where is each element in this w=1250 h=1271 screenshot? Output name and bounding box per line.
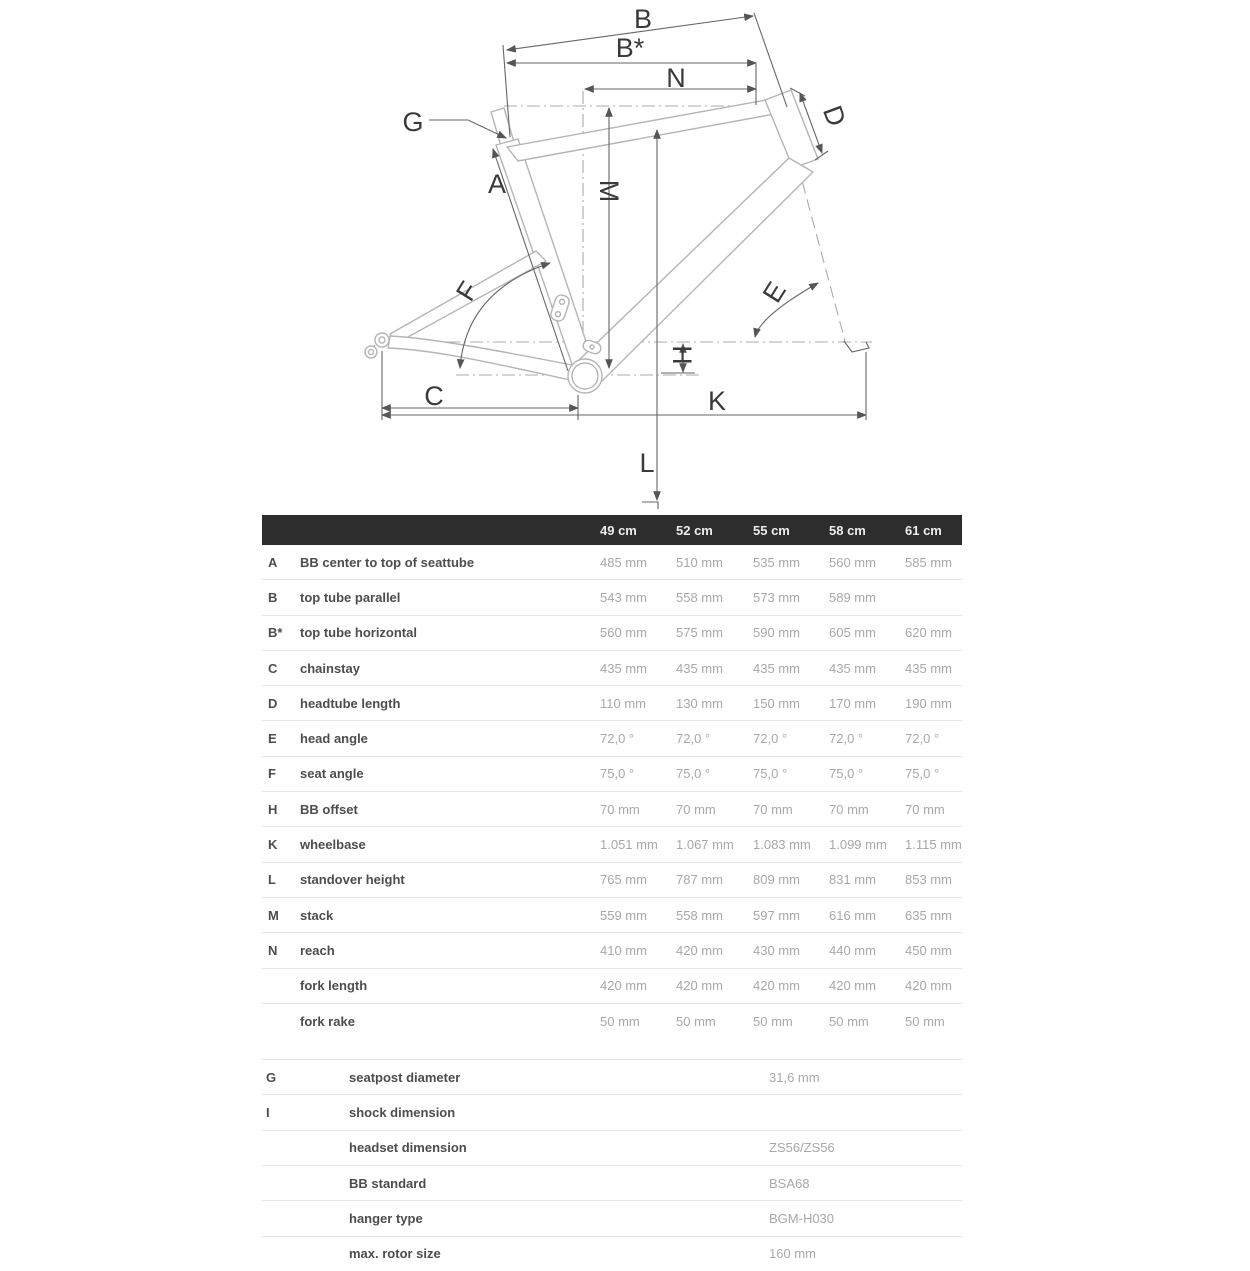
row-value: 1.051 mm: [600, 837, 658, 853]
label-c: C: [424, 381, 444, 411]
row-value: 130 mm: [676, 695, 723, 711]
dimension-lines: [382, 13, 869, 509]
row-value: 72,0 °: [905, 731, 940, 747]
row-value: 72,0 °: [600, 731, 635, 747]
row-letter: N: [268, 942, 278, 958]
geometry-row: [262, 863, 962, 898]
row-value: 110 mm: [600, 695, 646, 711]
label-b: B: [633, 4, 653, 34]
row-value: 410 mm: [600, 942, 647, 958]
row-value: 50 mm: [905, 1013, 945, 1029]
row-value: 70 mm: [600, 801, 640, 817]
row-label: BB offset: [300, 801, 358, 817]
label-g: G: [402, 107, 424, 137]
row-value: 72,0 °: [829, 731, 864, 747]
spec-row: [262, 1059, 962, 1094]
row-value: 430 mm: [753, 942, 800, 958]
geometry-row: [262, 580, 962, 615]
row-value: 72,0 °: [676, 731, 711, 747]
row-value: 558 mm: [676, 589, 723, 605]
size-header-row: [262, 515, 962, 545]
geometry-row: [262, 969, 962, 1004]
label-d: D: [817, 101, 852, 131]
row-value: 150 mm: [753, 695, 800, 711]
label-f: F: [450, 276, 485, 307]
row-value: 75,0 °: [829, 766, 864, 782]
row-value: 560 mm: [600, 625, 647, 641]
dimension-labels: [402, 4, 851, 478]
spec-row: [262, 1094, 962, 1129]
row-value: 809 mm: [753, 872, 800, 888]
size-column-header: 61 cm: [905, 522, 942, 538]
size-column-header: 58 cm: [829, 522, 866, 538]
label-l: L: [639, 448, 655, 478]
size-column-header: 49 cm: [600, 522, 637, 538]
row-value: 72,0 °: [753, 731, 788, 747]
row-value: 575 mm: [676, 625, 723, 641]
geometry-row: [262, 545, 962, 580]
row-label: seat angle: [300, 766, 364, 782]
row-letter: L: [268, 872, 276, 888]
row-label: hanger type: [349, 1210, 423, 1226]
row-value: 765 mm: [600, 872, 647, 888]
frame-geometry-diagram: [0, 0, 1250, 512]
row-label: standover height: [300, 872, 405, 888]
row-value: 50 mm: [676, 1013, 716, 1029]
row-value: 597 mm: [753, 907, 800, 923]
geometry-rows: [262, 545, 962, 1038]
row-value: 160 mm: [769, 1246, 816, 1262]
row-value: ZS56/ZS56: [769, 1140, 835, 1156]
row-letter: G: [266, 1069, 277, 1085]
row-label: max. rotor size: [349, 1246, 441, 1262]
seatpost: [491, 108, 514, 146]
row-label: fork rake: [300, 1013, 355, 1029]
geometry-row: [262, 898, 962, 933]
row-value: 50 mm: [753, 1013, 793, 1029]
row-value: 510 mm: [676, 554, 723, 570]
geometry-row: [262, 1004, 962, 1038]
spec-rows: [262, 1059, 962, 1271]
frame-tubes: [365, 90, 818, 393]
row-value: 573 mm: [753, 589, 800, 605]
size-column-header: 52 cm: [676, 522, 713, 538]
geometry-row: [262, 721, 962, 756]
row-letter: C: [268, 660, 278, 676]
chainstay: [388, 336, 572, 380]
geometry-row: [262, 757, 962, 792]
label-h: H: [667, 345, 697, 365]
row-value: 616 mm: [829, 907, 876, 923]
row-value: 485 mm: [600, 554, 647, 570]
row-letter: F: [268, 766, 276, 782]
row-value: 170 mm: [829, 695, 876, 711]
row-value: 1.115 mm: [905, 837, 962, 853]
row-value: 70 mm: [905, 801, 945, 817]
row-value: 435 mm: [905, 660, 952, 676]
row-value: 435 mm: [753, 660, 800, 676]
row-letter: D: [268, 695, 278, 711]
label-n: N: [666, 63, 686, 93]
row-label: top tube horizontal: [300, 625, 417, 641]
row-label: top tube parallel: [300, 589, 401, 605]
row-value: BGM-H030: [769, 1210, 835, 1226]
spec-row: [262, 1165, 962, 1200]
row-value: 589 mm: [829, 589, 876, 605]
row-value: 190 mm: [905, 695, 952, 711]
row-value: 70 mm: [676, 801, 716, 817]
row-value: 1.083 mm: [753, 837, 811, 853]
row-value: 420 mm: [600, 978, 647, 994]
row-value: BSA68: [769, 1175, 810, 1191]
row-letter: K: [268, 837, 278, 853]
row-value: 853 mm: [905, 872, 952, 888]
row-value: 70 mm: [753, 801, 793, 817]
bike-frame-drawing: [0, 0, 1250, 512]
seat-tube: [496, 139, 593, 370]
row-value: 590 mm: [753, 625, 800, 641]
row-value: 50 mm: [829, 1013, 869, 1029]
row-value: 535 mm: [753, 554, 800, 570]
row-value: 435 mm: [600, 660, 647, 676]
label-m: M: [594, 179, 624, 203]
row-letter: E: [268, 731, 277, 747]
row-label: wheelbase: [300, 837, 366, 853]
geometry-row: [262, 651, 962, 686]
row-value: 31,6 mm: [769, 1069, 820, 1085]
row-label: BB center to top of seattube: [300, 554, 475, 570]
spec-row: [262, 1236, 962, 1271]
row-value: 435 mm: [829, 660, 876, 676]
row-value: 435 mm: [676, 660, 723, 676]
row-value: 620 mm: [905, 625, 952, 641]
row-value: 420 mm: [676, 942, 723, 958]
geometry-table: [262, 515, 962, 1271]
row-label: stack: [300, 907, 334, 923]
row-value: 420 mm: [905, 978, 952, 994]
row-value: 420 mm: [676, 978, 723, 994]
row-value: 605 mm: [829, 625, 876, 641]
row-value: 831 mm: [829, 872, 876, 888]
row-value: 75,0 °: [600, 766, 635, 782]
head-tube: [765, 90, 818, 168]
size-column-header: 55 cm: [753, 522, 790, 538]
row-value: 559 mm: [600, 907, 647, 923]
row-label: reach: [300, 942, 335, 958]
row-label: head angle: [300, 731, 368, 747]
spec-row: [262, 1200, 962, 1235]
row-value: 75,0 °: [753, 766, 788, 782]
row-value: 1.067 mm: [676, 837, 734, 853]
row-value: 420 mm: [753, 978, 800, 994]
row-value: 635 mm: [905, 907, 952, 923]
geometry-row: [262, 686, 962, 721]
row-letter: H: [268, 801, 278, 817]
row-value: 70 mm: [829, 801, 869, 817]
row-letter: B*: [268, 625, 283, 641]
row-value: 440 mm: [829, 942, 876, 958]
row-value: 543 mm: [600, 589, 647, 605]
row-label: headtube length: [300, 695, 401, 711]
row-value: 420 mm: [829, 978, 876, 994]
label-b-star: B*: [615, 33, 645, 63]
row-value: 450 mm: [905, 942, 952, 958]
row-label: shock dimension: [349, 1105, 456, 1121]
geometry-row: [262, 827, 962, 862]
row-value: 787 mm: [676, 872, 723, 888]
row-label: BB standard: [349, 1175, 427, 1191]
row-value: 75,0 °: [905, 766, 940, 782]
row-value: 75,0 °: [676, 766, 711, 782]
label-a: A: [487, 169, 507, 199]
label-e: E: [756, 276, 792, 308]
row-label: seatpost diameter: [349, 1069, 461, 1085]
row-label: fork length: [300, 978, 368, 994]
row-letter: I: [266, 1105, 270, 1121]
label-k: K: [707, 386, 727, 416]
row-label: chainstay: [300, 660, 360, 676]
row-letter: M: [268, 907, 279, 923]
row-letter: B: [268, 589, 278, 605]
row-value: 585 mm: [905, 554, 952, 570]
row-letter: A: [268, 554, 278, 570]
geometry-row: [262, 933, 962, 968]
row-value: 558 mm: [676, 907, 723, 923]
row-value: 1.099 mm: [829, 837, 887, 853]
row-value: 50 mm: [600, 1013, 640, 1029]
top-tube: [507, 100, 780, 161]
row-value: 560 mm: [829, 554, 876, 570]
geometry-row: [262, 616, 962, 651]
spec-row: [262, 1130, 962, 1165]
row-label: headset dimension: [349, 1140, 467, 1156]
geometry-row: [262, 792, 962, 827]
